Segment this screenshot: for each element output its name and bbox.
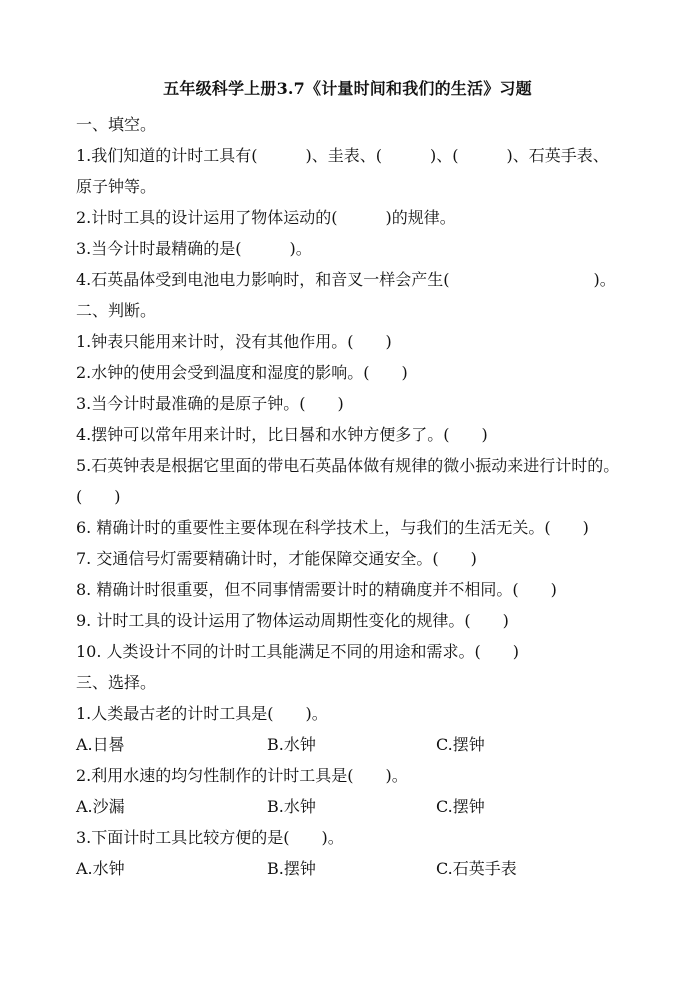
choice-option-a: A.日晷 (76, 735, 125, 754)
judge-question-9: 9. 计时工具的设计运用了物体运动周期性变化的规律。( ) (76, 611, 509, 630)
judge-question-1: 1.钟表只能用来计时，没有其他作用。( ) (76, 332, 392, 351)
judge-question-8: 8. 精确计时很重要，但不同事情需要计时的精确度并不相同。( ) (76, 580, 557, 599)
choice-option-b: B.水钟 (267, 735, 316, 754)
section-heading-choice: 三、选择。 (76, 673, 157, 692)
worksheet-content (76, 109, 624, 884)
choice-option-b: B.水钟 (267, 797, 316, 816)
judge-question-3: 3.当今计时最准确的是原子钟。( ) (76, 394, 344, 413)
choice-option-a: A.沙漏 (76, 797, 125, 816)
section-heading-fill: 一、填空。 (76, 115, 157, 134)
judge-question-6: 6. 精确计时的重要性主要体现在科学技术上，与我们的生活无关。( ) (76, 518, 589, 537)
fill-question-4: 4.石英晶体受到电池电力影响时，和音叉一样会产生( )。 (76, 270, 616, 289)
choice-question-2-stem: 2.利用水速的均匀性制作的计时工具是( )。 (76, 766, 408, 785)
choice-option-c: C.摆钟 (436, 797, 485, 816)
judge-question-4: 4.摆钟可以常年用来计时，比日晷和水钟方便多了。( ) (76, 425, 488, 444)
choice-question-1-stem: 1.人类最古老的计时工具是( )。 (76, 704, 328, 723)
choice-option-b: B.摆钟 (267, 859, 316, 878)
judge-question-5: 5.石英钟表是根据它里面的带电石英晶体做有规律的微小振动来进行计时的。 (76, 456, 620, 475)
judge-question-5-answer: ( ) (76, 487, 121, 506)
fill-question-1: 1.我们知道的计时工具有( )、圭表、( )、( )、石英手表、 (76, 146, 609, 165)
judge-question-2: 2.水钟的使用会受到温度和湿度的影响。( ) (76, 363, 408, 382)
fill-question-3: 3.当今计时最精确的是( )。 (76, 239, 312, 258)
choice-option-a: A.水钟 (76, 859, 125, 878)
choice-question-3-options (76, 853, 624, 884)
judge-question-7: 7. 交通信号灯需要精确计时，才能保障交通安全。( ) (76, 549, 477, 568)
section-heading-judge: 二、判断。 (76, 301, 157, 320)
fill-question-1-continued: 原子钟等。 (76, 177, 157, 196)
choice-question-3-stem: 3.下面计时工具比较方便的是( )。 (76, 828, 344, 847)
judge-question-10: 10. 人类设计不同的计时工具能满足不同的用途和需求。( ) (76, 642, 520, 661)
choice-option-c: C.摆钟 (436, 735, 485, 754)
choice-option-c: C.石英手表 (436, 859, 517, 878)
fill-question-2: 2.计时工具的设计运用了物体运动的( )的规律。 (76, 208, 456, 227)
choice-question-1-options (76, 729, 624, 760)
choice-question-2-options (76, 791, 624, 822)
page-title: 五年级科学上册3.7《计量时间和我们的生活》习题 (163, 79, 532, 98)
